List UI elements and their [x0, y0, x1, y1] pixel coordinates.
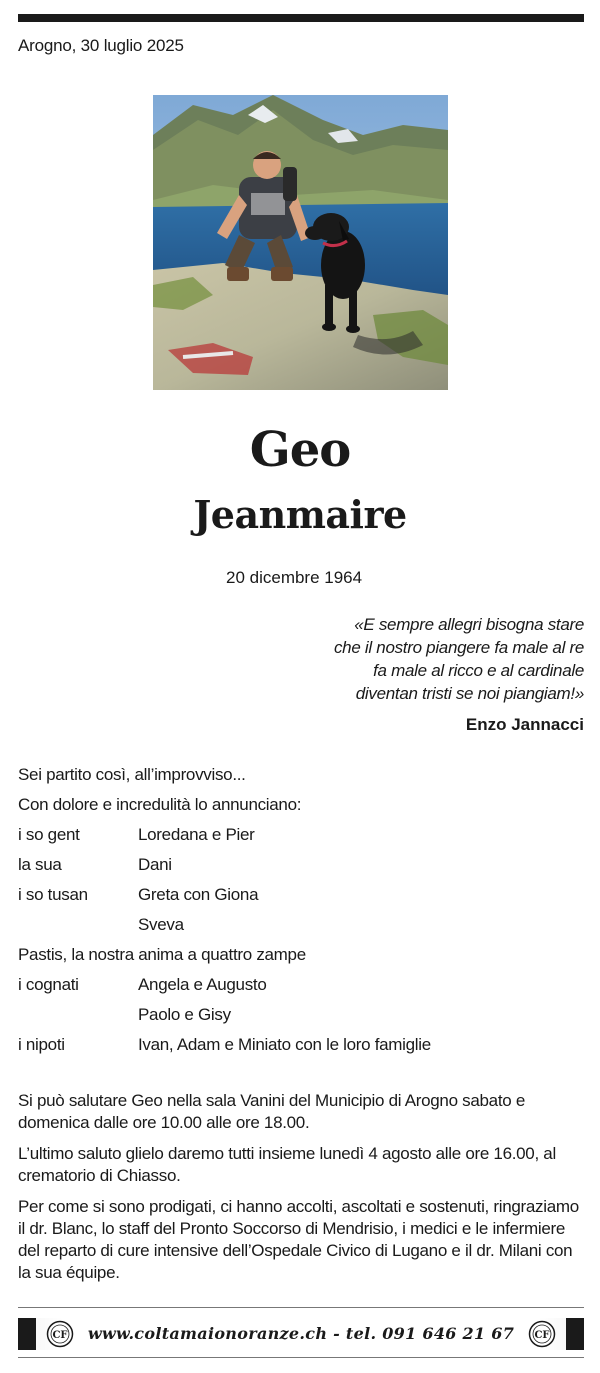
ceremony-notes [18, 1090, 584, 1293]
relation-names: Paolo e Gisy [138, 1005, 231, 1024]
family-row [18, 820, 584, 850]
relation-label: i nipoti [18, 1035, 65, 1054]
svg-text:CF: CF [534, 1330, 550, 1341]
svg-text:CF: CF [52, 1330, 68, 1341]
relation-label: i so gent [18, 825, 80, 844]
relation-names: Greta con Giona [138, 885, 259, 904]
place-date: Arogno, 30 luglio 2025 [18, 36, 184, 55]
birth-date: 20 dicembre 1964 [226, 568, 363, 587]
intro-line: Con dolore e incredulità lo annunciano: [18, 795, 302, 814]
deceased-first-name: Geo [249, 422, 351, 478]
relation-names: Loredana e Pier [138, 825, 255, 844]
intro-line: Sei partito così, all’improvviso... [18, 765, 246, 784]
quote-line: che il nostro piangere fa male al re [333, 638, 584, 657]
family-row [18, 850, 584, 880]
quote-line: «E sempre allegri bisogna stare [354, 615, 584, 634]
quote-line: diventan tristi se noi piangiam!» [355, 684, 584, 703]
family-row [18, 1030, 584, 1060]
thanks-note: Per come si sono prodigati, ci hanno accolti, ascoltati e sostenuti, ringraziamo il dr. Blanc, lo staff del Pronto Soccorso di Mendrisio, i medici e le infermiere del reparto di cure intensive dell’Ospedale Civico di Lugano e il dr. Milani con la sua équipe. [18, 1197, 579, 1282]
footer-contact[interactable]: www.coltamaionoranze.ch - tel. 091 646 21 67 [87, 1324, 515, 1343]
quote-author: Enzo Jannacci [465, 715, 584, 734]
family-announcement [18, 760, 584, 1060]
relation-names: Ivan, Adam e Miniato con le loro famiglie [138, 1035, 431, 1054]
deceased-photo [153, 95, 448, 390]
farewell-note: L’ultimo saluto glielo daremo tutti insieme lunedì 4 agosto alle ore 16.00, al crematorio di Chiasso. [18, 1144, 556, 1185]
family-row [18, 910, 584, 940]
footer-top-rule [18, 1307, 584, 1308]
footer-bottom-rule [18, 1357, 584, 1358]
relation-label: i cognati [18, 975, 79, 994]
photo-illustration [153, 95, 448, 390]
family-row [18, 1000, 584, 1030]
top-rule [18, 14, 584, 22]
relation-names: Sveva [138, 915, 184, 934]
family-row [18, 970, 584, 1000]
pet-line: Pastis, la nostra anima a quattro zampe [18, 945, 306, 964]
relation-label: i so tusan [18, 885, 88, 904]
relation-names: Angela e Augusto [138, 975, 267, 994]
footer-band [18, 1318, 584, 1350]
deceased-last-name: Jeanmaire [193, 492, 407, 537]
family-row [18, 880, 584, 910]
quote-line: fa male al ricco e al cardinale [373, 661, 584, 680]
relation-label: la sua [18, 855, 62, 874]
epigraph-quote [184, 613, 584, 705]
relation-names: Dani [138, 855, 172, 874]
visitation-note: Si può salutare Geo nella sala Vanini del Municipio di Arogno sabato e domenica dalle ore 10.00 alle ore 18.00. [18, 1091, 525, 1132]
